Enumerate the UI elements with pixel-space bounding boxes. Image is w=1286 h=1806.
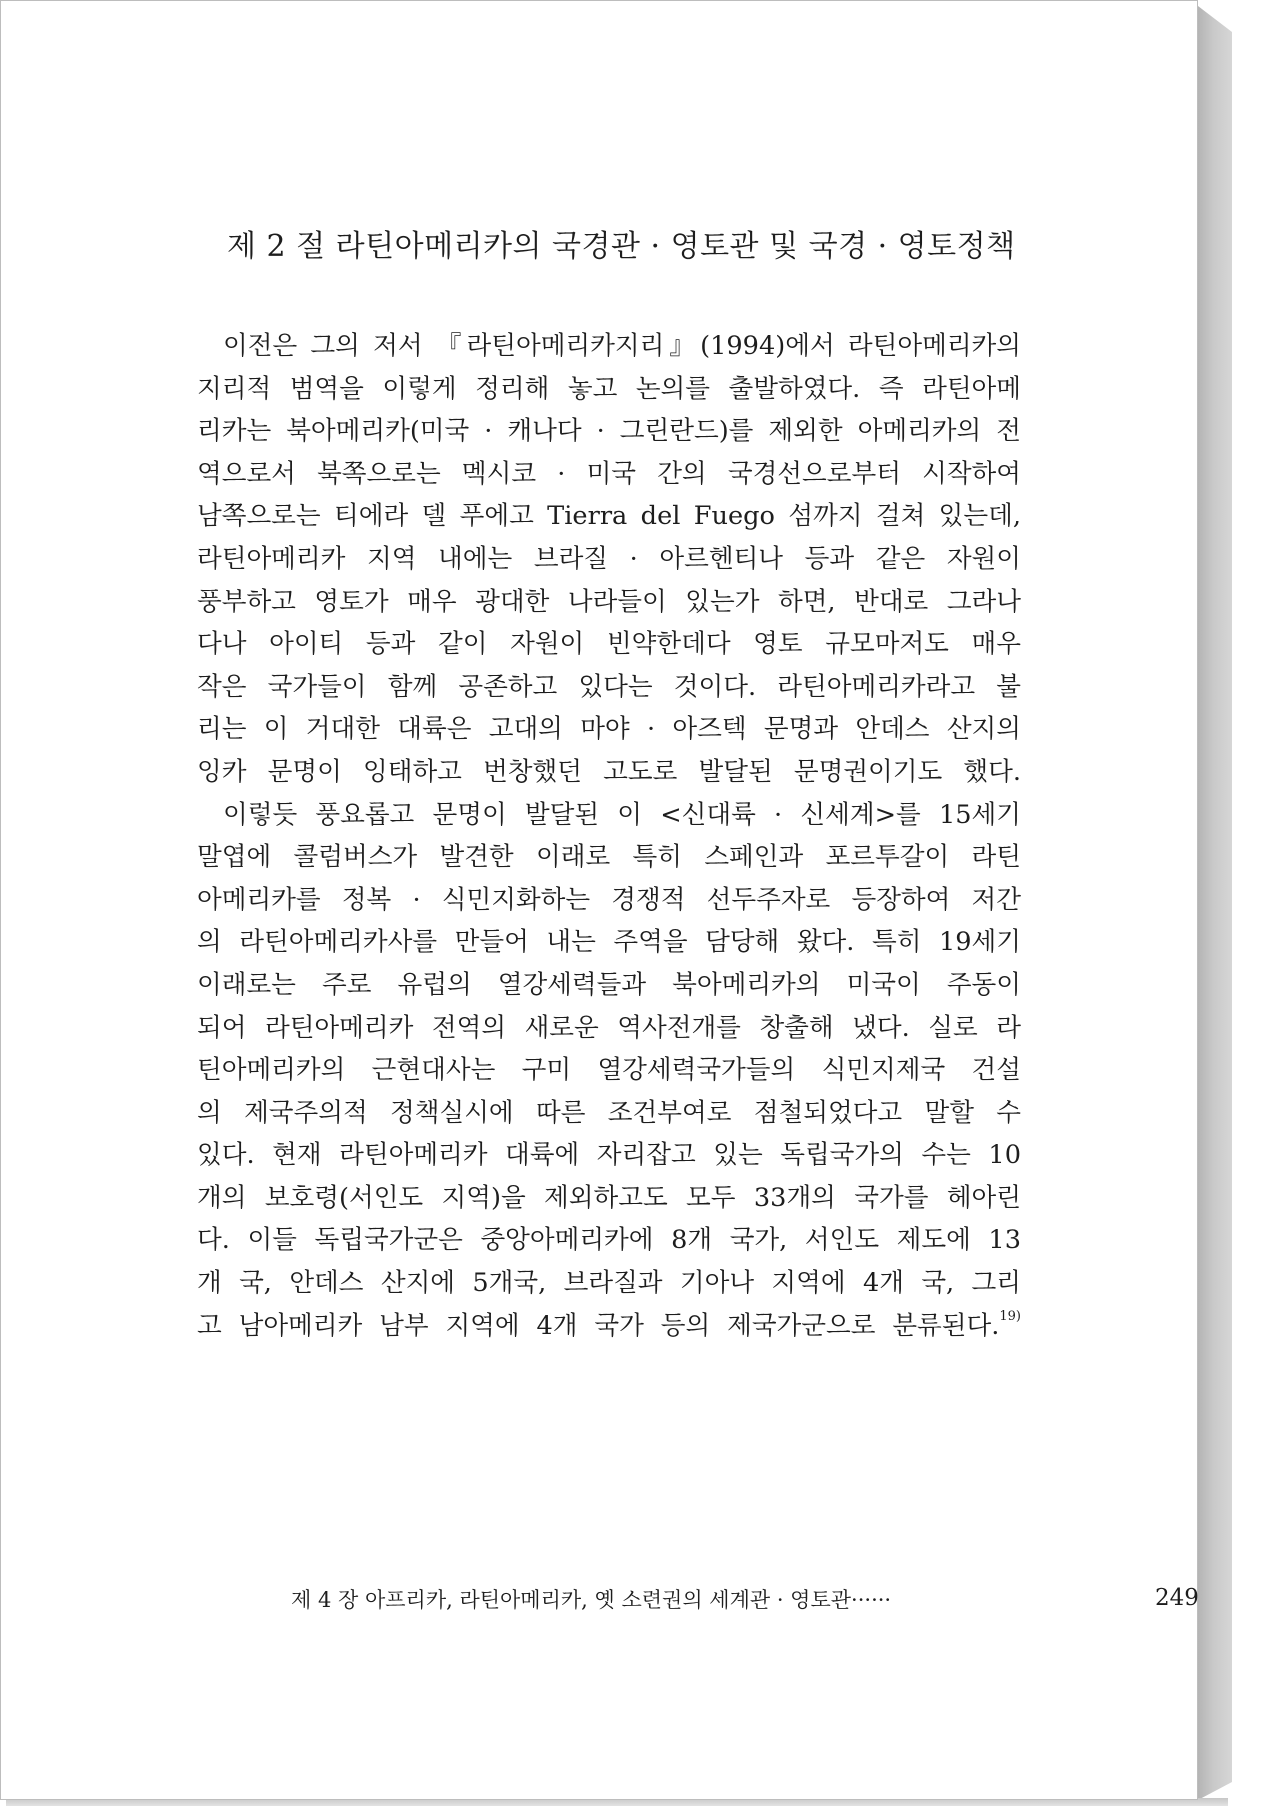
page-number: 249 [1155, 1585, 1199, 1611]
text-line: 말엽에 콜럼버스가 발견한 이래로 특히 스페인과 포르투갈이 라틴 [197, 842, 1021, 873]
footnote-reference[interactable]: 19) [999, 1308, 1021, 1324]
text-line: 지리적 범역을 이렇게 정리해 놓고 논의를 출발하였다. 즉 라틴아메 [197, 373, 1021, 404]
text-line: 리는 이 거대한 대륙은 고대의 마야 · 아즈텍 문명과 안데스 산지의 [197, 714, 1021, 745]
text-line: 리카는 북아메리카(미국 · 캐나다 · 그린란드)를 제외한 아메리카의 전 [197, 416, 1021, 447]
text-line: 의 제국주의적 정책실시에 따른 조건부여로 점철되었다고 말할 수 [197, 1097, 1021, 1128]
book-edge-right [1198, 6, 1232, 1800]
running-footer: 제 4 장 아프리카, 라틴아메리카, 옛 소련권의 세계관 · 영토관······ [291, 1588, 892, 1612]
text-line: 작은 국가들이 함께 공존하고 있다는 것이다. 라틴아메리카라고 불 [197, 671, 1021, 702]
text-line: 라틴아메리카 지역 내에는 브라질 · 아르헨티나 등과 같은 자원이 [197, 543, 1021, 574]
text-line-last [197, 1305, 1021, 1348]
text-line: 이전은 그의 저서 『라틴아메리카지리』(1994)에서 라틴아메리카의 [223, 331, 1021, 361]
text-line: 다. 이들 독립국가군은 중앙아메리카에 8개 국가, 서인도 제도에 13 [197, 1225, 1021, 1256]
text-line: 이래로는 주로 유럽의 열강세력들과 북아메리카의 미국이 주동이 [197, 969, 1021, 1000]
text-line: 틴아메리카의 근현대사는 구미 열강세력국가들의 식민지제국 건설 [197, 1055, 1021, 1086]
text-line: 이렇듯 풍요롭고 문명이 발달된 이 <신대륙 · 신세계>를 15세기 [223, 799, 1021, 830]
text-line: 잉카 문명이 잉태하고 번창했던 고도로 발달된 문명권이기도 했다. [197, 756, 1021, 787]
body-text [197, 325, 1021, 1347]
text-line: 남쪽으로는 티에라 델 푸에고 Tierra del Fuego 섬까지 걸쳐 있는데, [197, 501, 1021, 532]
section-title: 제 2 절 라틴아메리카의 국경관 · 영토관 및 국경 · 영토정책 [227, 229, 1016, 264]
text-line: 역으로서 북쪽으로는 멕시코 · 미국 간의 국경선으로부터 시작하여 [197, 458, 1021, 489]
text-line: 개 국, 안데스 산지에 5개국, 브라질과 기아나 지역에 4개 국, 그리 [197, 1268, 1021, 1299]
text-line: 의 라틴아메리카사를 만들어 내는 주역을 담당해 왔다. 특히 19세기 [197, 927, 1021, 958]
text-line: 아메리카를 정복 · 식민지화하는 경쟁적 선두주자로 등장하여 저간 [197, 884, 1021, 915]
text-line: 다나 아이티 등과 같이 자원이 빈약한데다 영토 규모마저도 매우 [197, 629, 1021, 660]
text-line: 있다. 현재 라틴아메리카 대륙에 자리잡고 있는 독립국가의 수는 10 [197, 1140, 1021, 1171]
text-line: 풍부하고 영토가 매우 광대한 나라들이 있는가 하면, 반대로 그라나 [197, 586, 1021, 617]
text-line: 되어 라틴아메리카 전역의 새로운 역사전개를 창출해 냈다. 실로 라 [197, 1012, 1021, 1043]
text-line: 고 남아메리카 남부 지역에 4개 국가 등의 제국가군으로 분류된다. [197, 1310, 1000, 1341]
text-line: 개의 보호령(서인도 지역)을 제외하고도 모두 33개의 국가를 헤아린 [197, 1182, 1021, 1213]
